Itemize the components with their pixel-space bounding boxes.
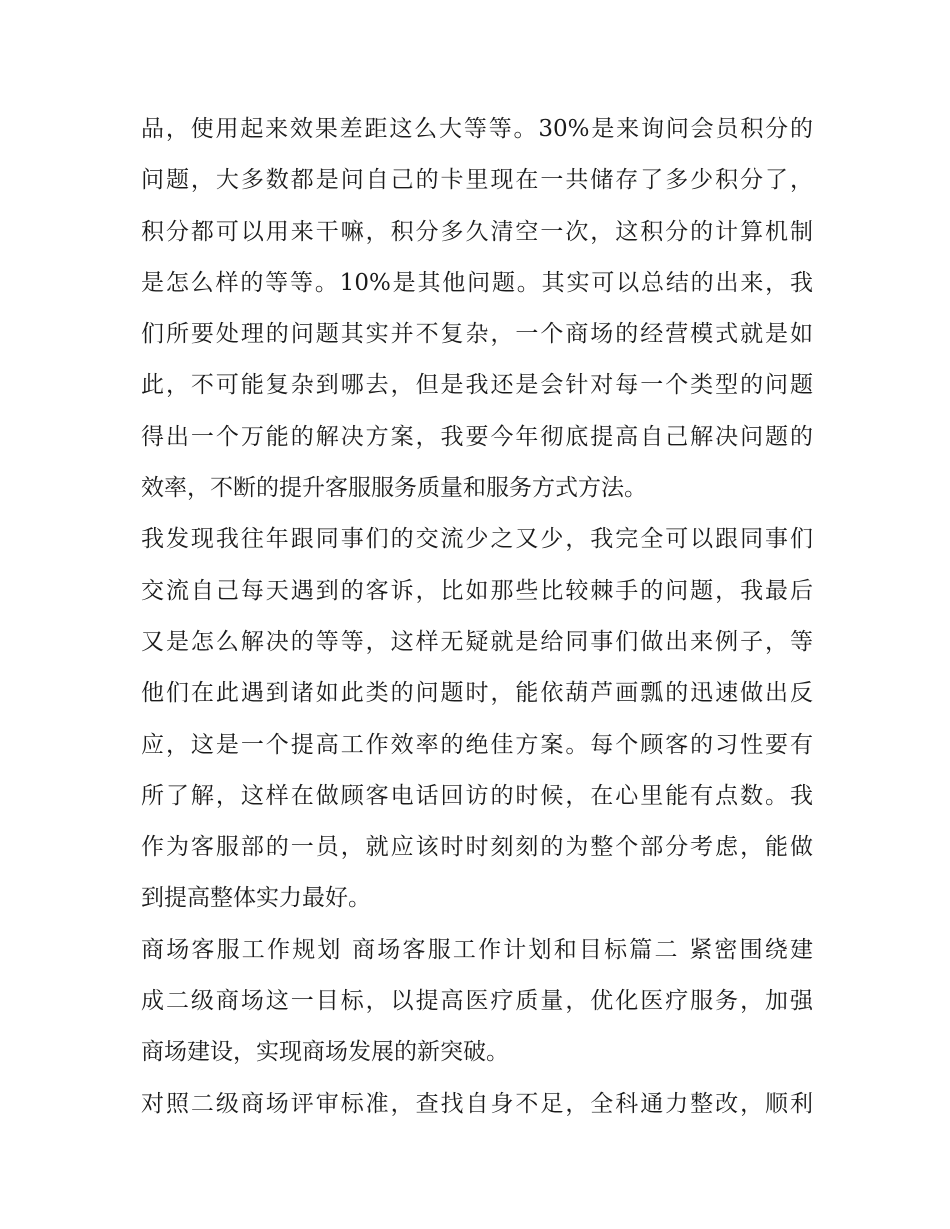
text-line: 效率，不断的提升客服服务质量和服务方式方法。 (141, 475, 647, 502)
text-line: 们所要处理的问题其实并不复杂，一个商场的经营模式就是如 (141, 321, 813, 348)
text-line: 商场建设，实现商场发展的新突破。 (141, 1039, 509, 1066)
text-line: 又是怎么解决的等等，这样无疑就是给同事们做出来例子，等 (141, 628, 813, 655)
text-line: 作为客服部的一员，就应该时时刻刻的为整个部分考虑，能做 (141, 834, 813, 861)
text-line: 他们在此遇到诸如此类的问题时，能依葫芦画瓢的迅速做出反 (141, 680, 813, 707)
text-line: 此，不可能复杂到哪去，但是我还是会针对每一个类型的问题 (141, 372, 813, 399)
text-line: 应，这是一个提高工作效率的绝佳方案。每个顾客的习性要有 (141, 731, 813, 758)
text-line: 商场客服工作规划 商场客服工作计划和目标篇二 紧密围绕建 (141, 936, 813, 963)
text-line: 得出一个万能的解决方案，我要今年彻底提高自己解决问题的 (141, 423, 813, 450)
text-line: 我发现我往年跟同事们的交流少之又少，我完全可以跟同事们 (141, 526, 813, 553)
text-line: 是怎么样的等等。10%是其他问题。其实可以总结的出来，我 (141, 269, 813, 296)
text-line: 品，使用起来效果差距这么大等等。30%是来询问会员积分的 (141, 116, 813, 142)
document-body (141, 104, 813, 1130)
text-line: 成二级商场这一目标，以提高医疗质量，优化医疗服务，加强 (141, 988, 813, 1015)
text-line: 所了解，这样在做顾客电话回访的时候，在心里能有点数。我 (141, 782, 813, 809)
text-line: 问题，大多数都是问自己的卡里现在一共储存了多少积分了， (141, 167, 813, 194)
text-line: 积分都可以用来干嘛，积分多久清空一次，这积分的计算机制 (141, 218, 813, 245)
text-line: 到提高整体实力最好。 (141, 885, 371, 912)
text-line: 交流自己每天遇到的客诉，比如那些比较棘手的问题，我最后 (141, 577, 813, 604)
text-line: 对照二级商场评审标准，查找自身不足，全科通力整改，顺利 (141, 1090, 813, 1117)
